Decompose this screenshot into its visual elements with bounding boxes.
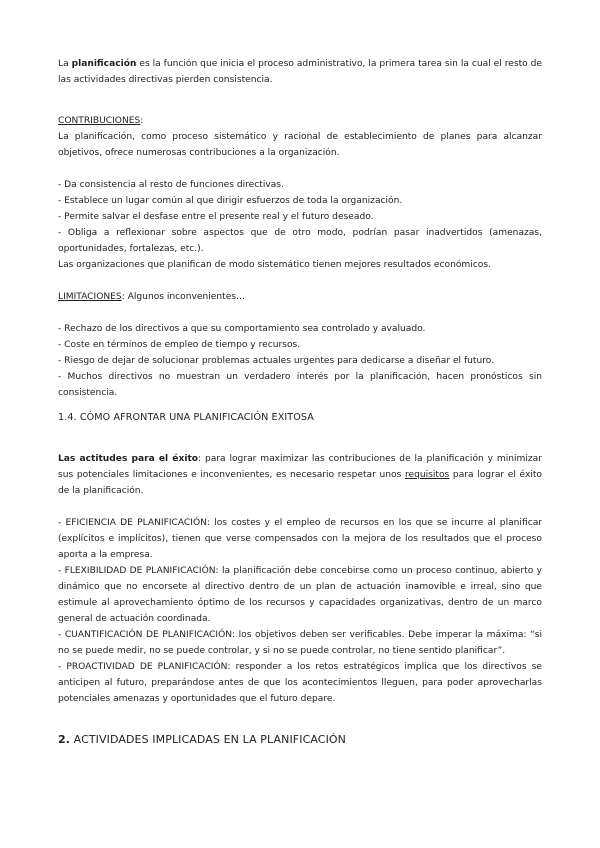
contribuciones-item: - Da consistencia al resto de funciones directivas. [58,180,284,190]
requisitos-link: requisitos [404,470,450,480]
contribuciones-item: - Obliga a reflexionar sobre aspectos que de otro modo, podrían pasar inadvertidos (amenazas, oportunidades, fortalezas, etc.). [58,228,542,254]
actitudes-pre: : para lograr maximizar las contribuciones de la planificación y minimizar sus potenciales limitaciones e inconvenientes, es necesario respetar unos [58,454,542,480]
intro-pre: La [58,59,72,69]
limitaciones-title-suffix: : Algunos inconvenientes… [121,292,246,302]
contribuciones-lead: La planificación, como proceso sistemático y racional de establecimiento de planes para alcanzar objetivos, ofrece numerosas contribuciones a la organización. [58,132,542,158]
limitaciones-heading [58,289,542,305]
section-2-heading [58,732,542,748]
limitaciones-item: - Muchos directivos no muestran un verdadero interés por la planificación, hacen pronósticos sin consistencia. [58,372,542,398]
contribuciones-title-suffix: : [140,116,144,126]
section-1-4-heading: 1.4. CÓMO AFRONTAR UNA PLANIFICACIÓN EXITOSA [58,412,314,423]
requisito-item: - FLEXIBILIDAD DE PLANIFICACIÓN: la planificación debe concebirse como un proceso continuo, abierto y dinámico que no encorsete al directivo dentro de un plan de actuación inamovible e irreal, sino que estimule al aprovechamiento óptimo de los recursos y capacidades organizativas, dentro de un marco general de actuación coordinada. [58,566,542,624]
intro-term: planificación [71,59,137,69]
intro-paragraph [58,56,542,88]
contribuciones-title: CONTRIBUCIONES [58,116,141,126]
intro-post: es la función que inicia el proceso administrativo, la primera tarea sin la cual el resto de las actividades directivas pierden consistencia. [58,59,542,85]
requisito-item: - EFICIENCIA DE PLANIFICACIÓN: los costes y el empleo de recursos en los que se incurre al planificar (explícitos e implícitos), tienen que verse compensados con la mejora de los resultados que el proceso aporta a la empresa. [58,518,542,560]
requisito-item: - PROACTIVIDAD DE PLANIFICACIÓN: responder a los retos estratégicos implica que los directivos se anticipen al futuro, preparándose antes de que los acontecimientos lleguen, para poder aprovecharlas potenciales amenazas y oportunidades que el futuro depare. [58,662,542,704]
actitudes-bold: Las actitudes para el éxito [58,454,199,464]
contribuciones-item: - Establece un lugar común al que dirigir esfuerzos de toda la organización. [58,196,403,206]
limitaciones-item: - Riesgo de dejar de solucionar problemas actuales urgentes para dedicarse a diseñar el futuro. [58,356,495,366]
limitaciones-title: LIMITACIONES [58,292,122,302]
contribuciones-closing: Las organizaciones que planifican de modo sistemático tienen mejores resultados económicos. [58,260,491,270]
actitudes-post: para lograr el éxito de la planificación. [58,470,542,496]
section-2-title: ACTIVIDADES IMPLICADAS EN LA PLANIFICACIÓN [70,733,347,746]
contribuciones-heading [58,113,542,129]
section-2-number: 2. [58,733,71,746]
limitaciones-item: - Coste en términos de empleo de tiempo y recursos. [58,340,301,350]
limitaciones-item: - Rechazo de los directivos a que su comportamiento sea controlado y avaluado. [58,324,426,334]
contribuciones-item: - Permite salvar el desfase entre el presente real y el futuro deseado. [58,212,374,222]
actitudes-paragraph [58,451,542,499]
requisito-item: - CUANTIFICACIÓN DE PLANIFICACIÓN: los objetivos deben ser verificables. Debe imperar la máxima: “si no se puede medir, no se puede controlar, y si no se puede controlar, no tiene sentido planificar”. [58,630,542,656]
document-body [58,56,542,748]
